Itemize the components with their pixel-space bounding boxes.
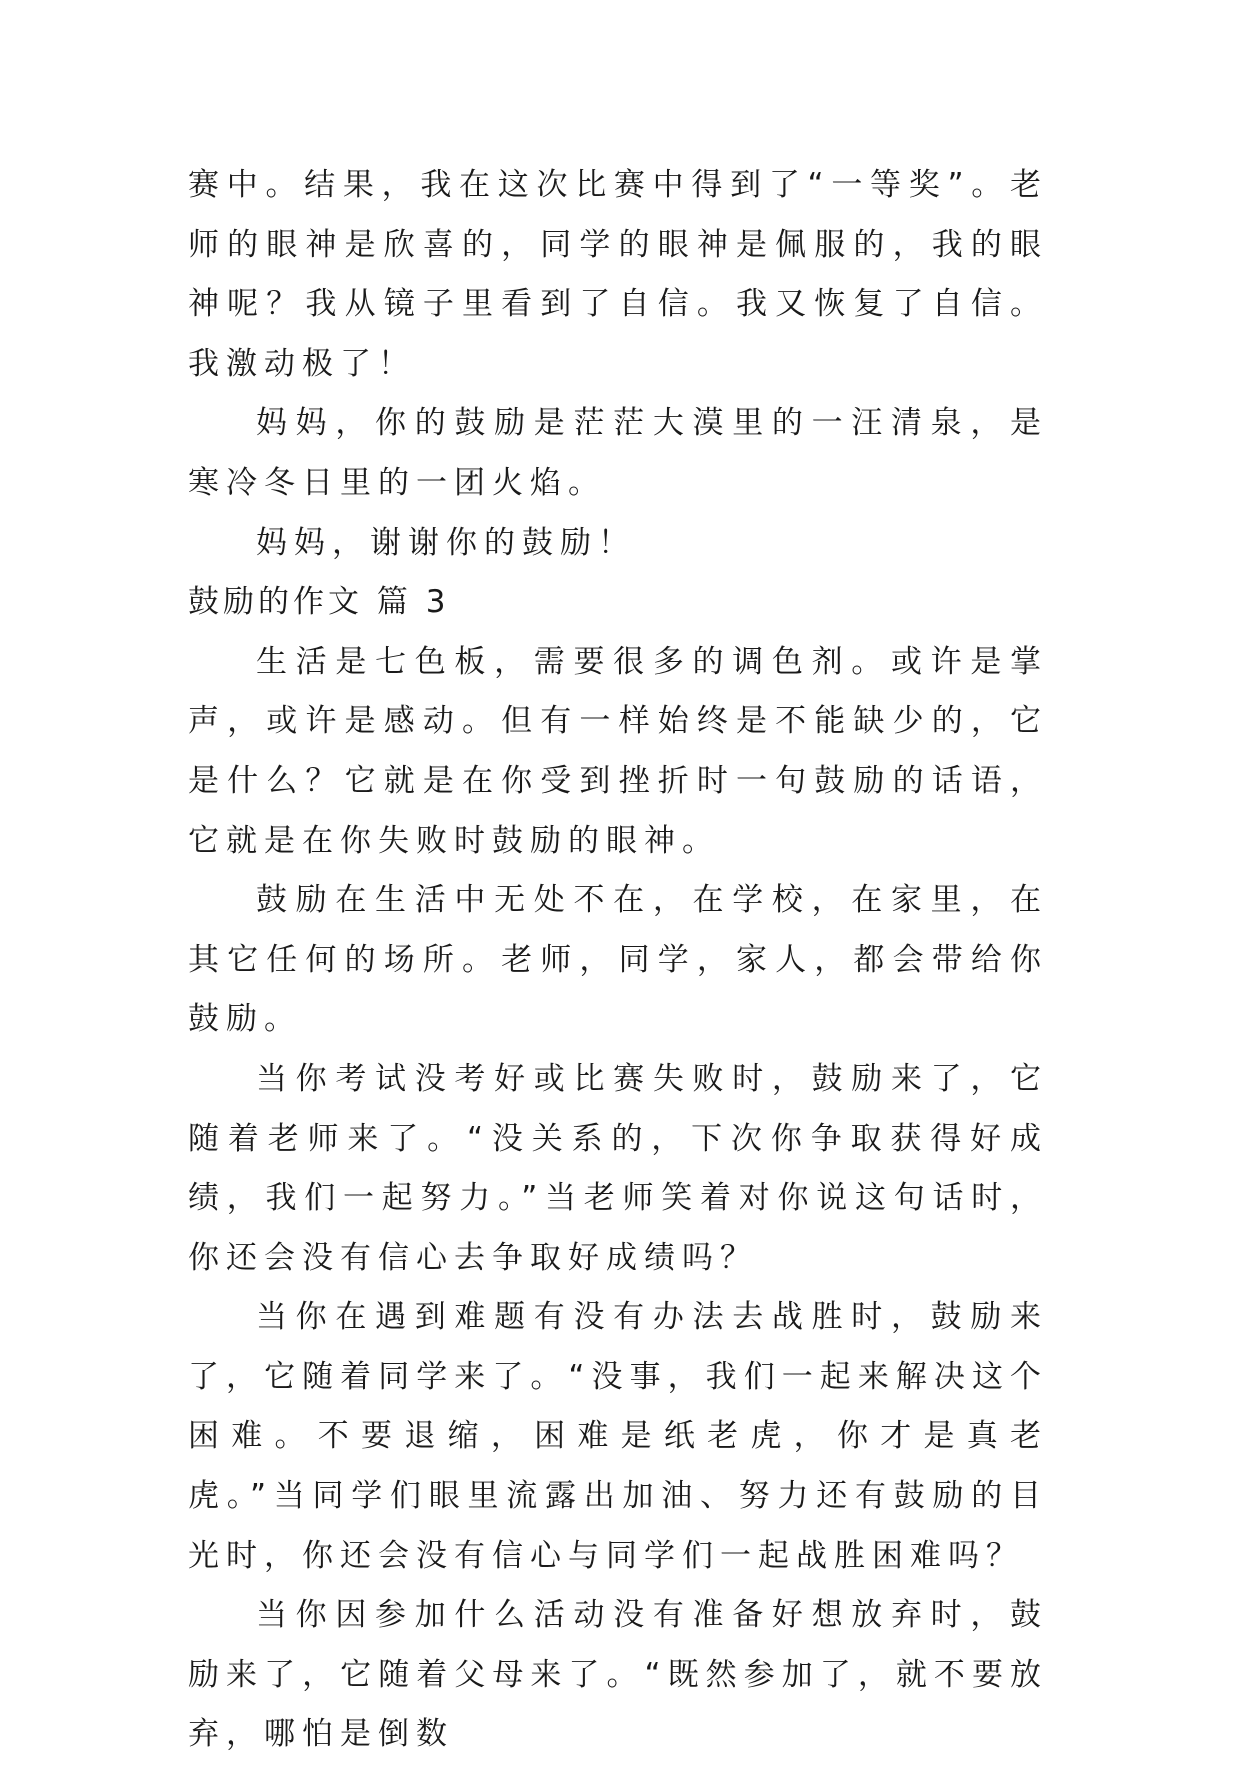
paragraph-8: 当你因参加什么活动没有准备好想放弃时，鼓励来了，它随着父母来了。“既然参加了，就不要放弃，哪怕是倒数 [188,1597,1048,1753]
paragraph-2: 妈妈，你的鼓励是茫茫大漠里的一汪清泉，是寒冷冬日里的一团火焰。 [188,405,1048,501]
paragraph-7: 当你在遇到难题有没有办法去战胜时，鼓励来了，它随着同学来了。“没事，我们一起来解决这个困难。不要退缩，困难是纸老虎，你才是真老虎。”当同学们眼里流露出加油、努力还有鼓励的目光时，你还会没有信心与同学们一起战胜困难吗？ [188,1299,1048,1574]
paragraph-5: 鼓励在生活中无处不在，在学校，在家里，在其它任何的场所。老师，同学，家人，都会带给你鼓励。 [188,882,1048,1038]
paragraph-6: 当你考试没考好或比赛失败时，鼓励来了，它随着老师来了。“没关系的，下次你争取获得好成绩，我们一起努力。”当老师笑着对你说这句话时，你还会没有信心去争取好成绩吗？ [188,1060,1048,1276]
paragraph-1: 赛中。结果，我在这次比赛中得到了“一等奖”。老师的眼神是欣喜的，同学的眼神是佩服的，我的眼神呢？我从镜子里看到了自信。我又恢复了自信。我激动极了！ [188,167,1048,382]
section-heading: 鼓励的作文 篇 3 [188,584,450,621]
paragraph-4: 生活是七色板，需要很多的调色剂。或许是掌声，或许是感动。但有一样始终是不能缺少的，它是什么？它就是在你受到挫折时一句鼓励的话语，它就是在你失败时鼓励的眼神。 [188,643,1048,859]
essay-body [188,156,1048,1765]
paragraph-3: 妈妈，谢谢你的鼓励！ [256,524,636,561]
